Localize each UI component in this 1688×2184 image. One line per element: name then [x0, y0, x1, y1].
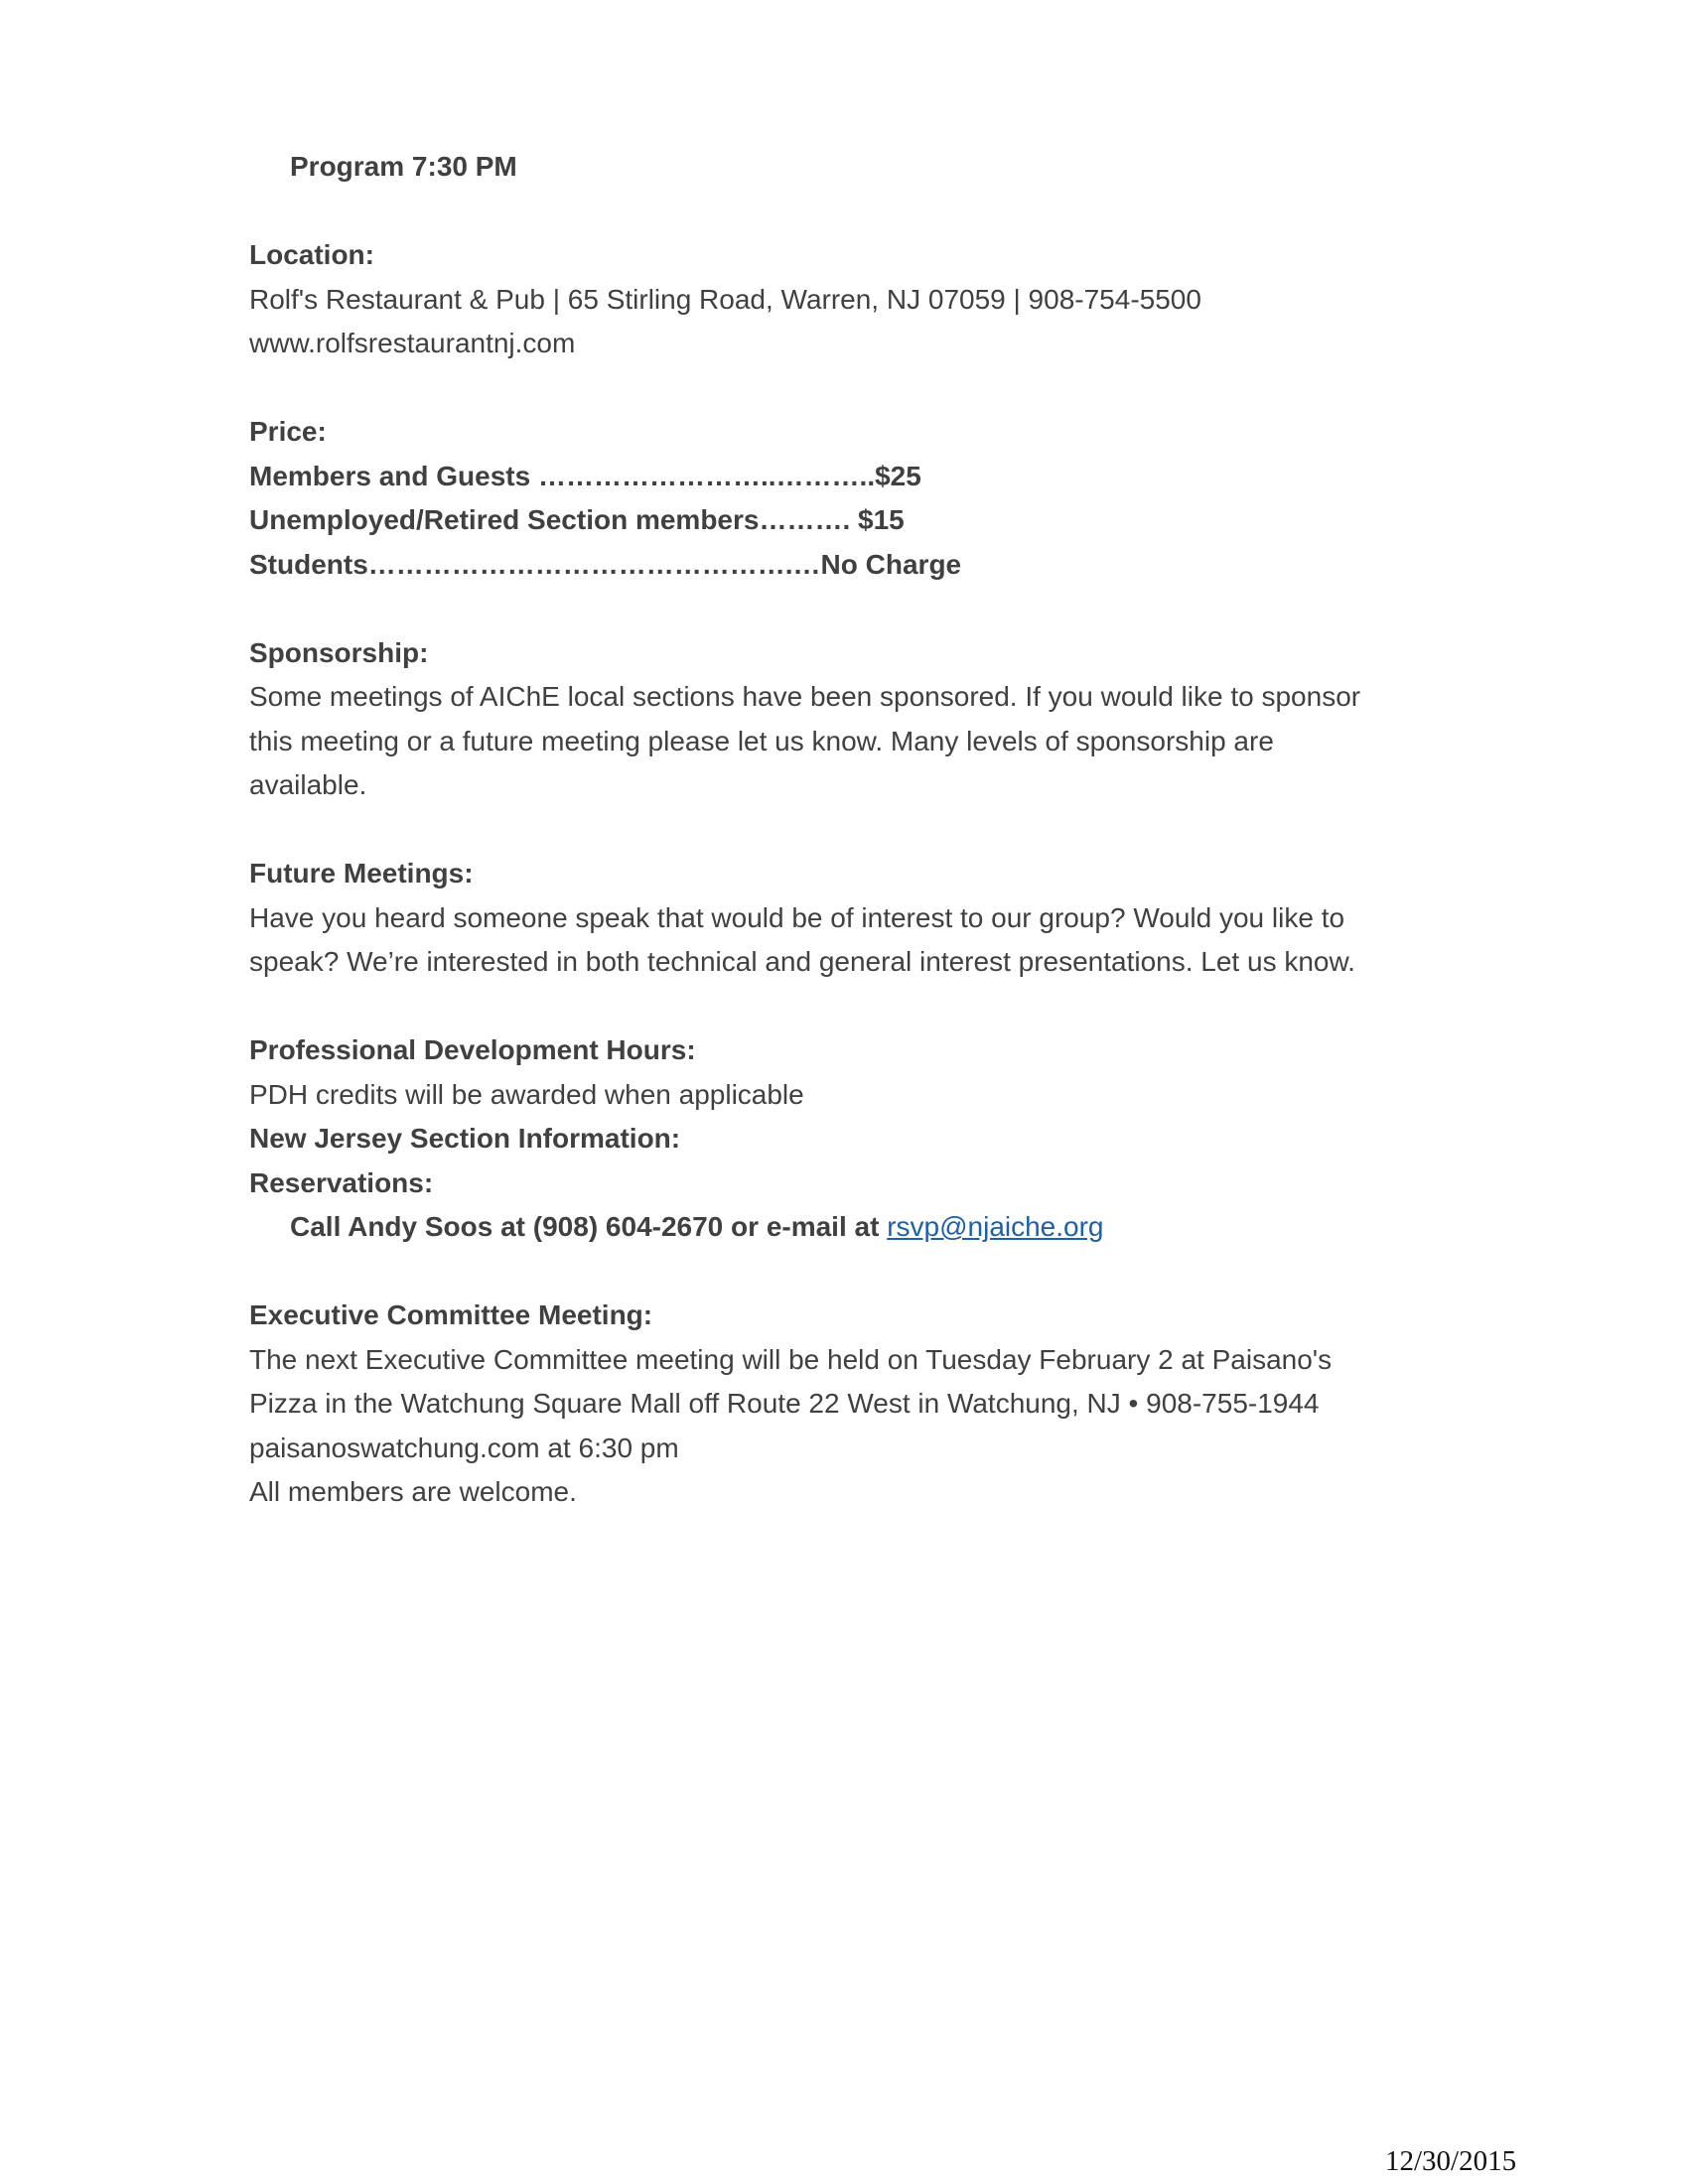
sponsorship-text-line: Some meetings of AIChE local sections have been sponsored. If you would like to sponsor	[249, 681, 1361, 712]
exec-committee-text-line: Pizza in the Watchung Square Mall off Route 22 West in Watchung, NJ • 908-755-1944	[249, 1388, 1320, 1419]
exec-committee-text-line: The next Executive Committee meeting will be held on Tuesday February 2 at Paisano's	[249, 1343, 1333, 1375]
sponsorship-heading: Sponsorship:	[249, 636, 429, 668]
document-body	[249, 145, 1441, 1515]
spacer	[249, 587, 1441, 631]
rsvp-email-link[interactable]: rsvp@njaiche.org	[887, 1211, 1104, 1242]
reservations-contact	[249, 1205, 1441, 1250]
future-meetings-text-line: speak? We’re interested in both technical and general interest presentations. Let us know.	[249, 946, 1355, 977]
exec-committee-heading: Executive Committee Meeting:	[249, 1299, 653, 1330]
reservations-heading: Reservations:	[249, 1166, 434, 1198]
spacer	[249, 1250, 1441, 1295]
price-heading: Price:	[249, 416, 327, 447]
spacer	[249, 190, 1441, 234]
exec-committee-text-line: paisanoswatchung.com at 6:30 pm	[249, 1432, 679, 1463]
footer-date: 12/30/2015	[1385, 2145, 1517, 2177]
location-website: www.rolfsrestaurantnj.com	[249, 328, 576, 358]
future-meetings-text-line: Have you heard someone speak that would be of interest to our group? Would you like to	[249, 901, 1345, 933]
spacer	[249, 808, 1441, 853]
pdh-text: PDH credits will be awarded when applicable	[249, 1078, 804, 1110]
future-meetings-heading: Future Meetings:	[249, 858, 474, 888]
pdh-heading: Professional Development Hours:	[249, 1034, 696, 1065]
exec-committee-text-line: All members are welcome.	[249, 1476, 577, 1507]
spacer	[249, 985, 1441, 1029]
nj-section-heading: New Jersey Section Information:	[249, 1123, 681, 1154]
location-heading: Location:	[249, 239, 374, 270]
sponsorship-text-line: available.	[249, 769, 367, 800]
price-line-members: Members and Guests ……………………..………..$25	[249, 460, 921, 491]
sponsorship-text-line: this meeting or a future meeting please let us know. Many levels of sponsorship are	[249, 725, 1274, 756]
price-line-unemployed: Unemployed/Retired Section members………. $15	[249, 504, 905, 535]
location-address: Rolf's Restaurant & Pub | 65 Stirling Road, Warren, NJ 07059 | 908-754-5500	[249, 283, 1201, 315]
program-time: Program 7:30 PM	[290, 151, 517, 182]
price-line-students: Students……………………………………….…No Charge	[249, 548, 962, 580]
reservations-call-text: Call Andy Soos at (908) 604-2670 or e-mail at	[290, 1211, 888, 1242]
spacer	[249, 366, 1441, 411]
